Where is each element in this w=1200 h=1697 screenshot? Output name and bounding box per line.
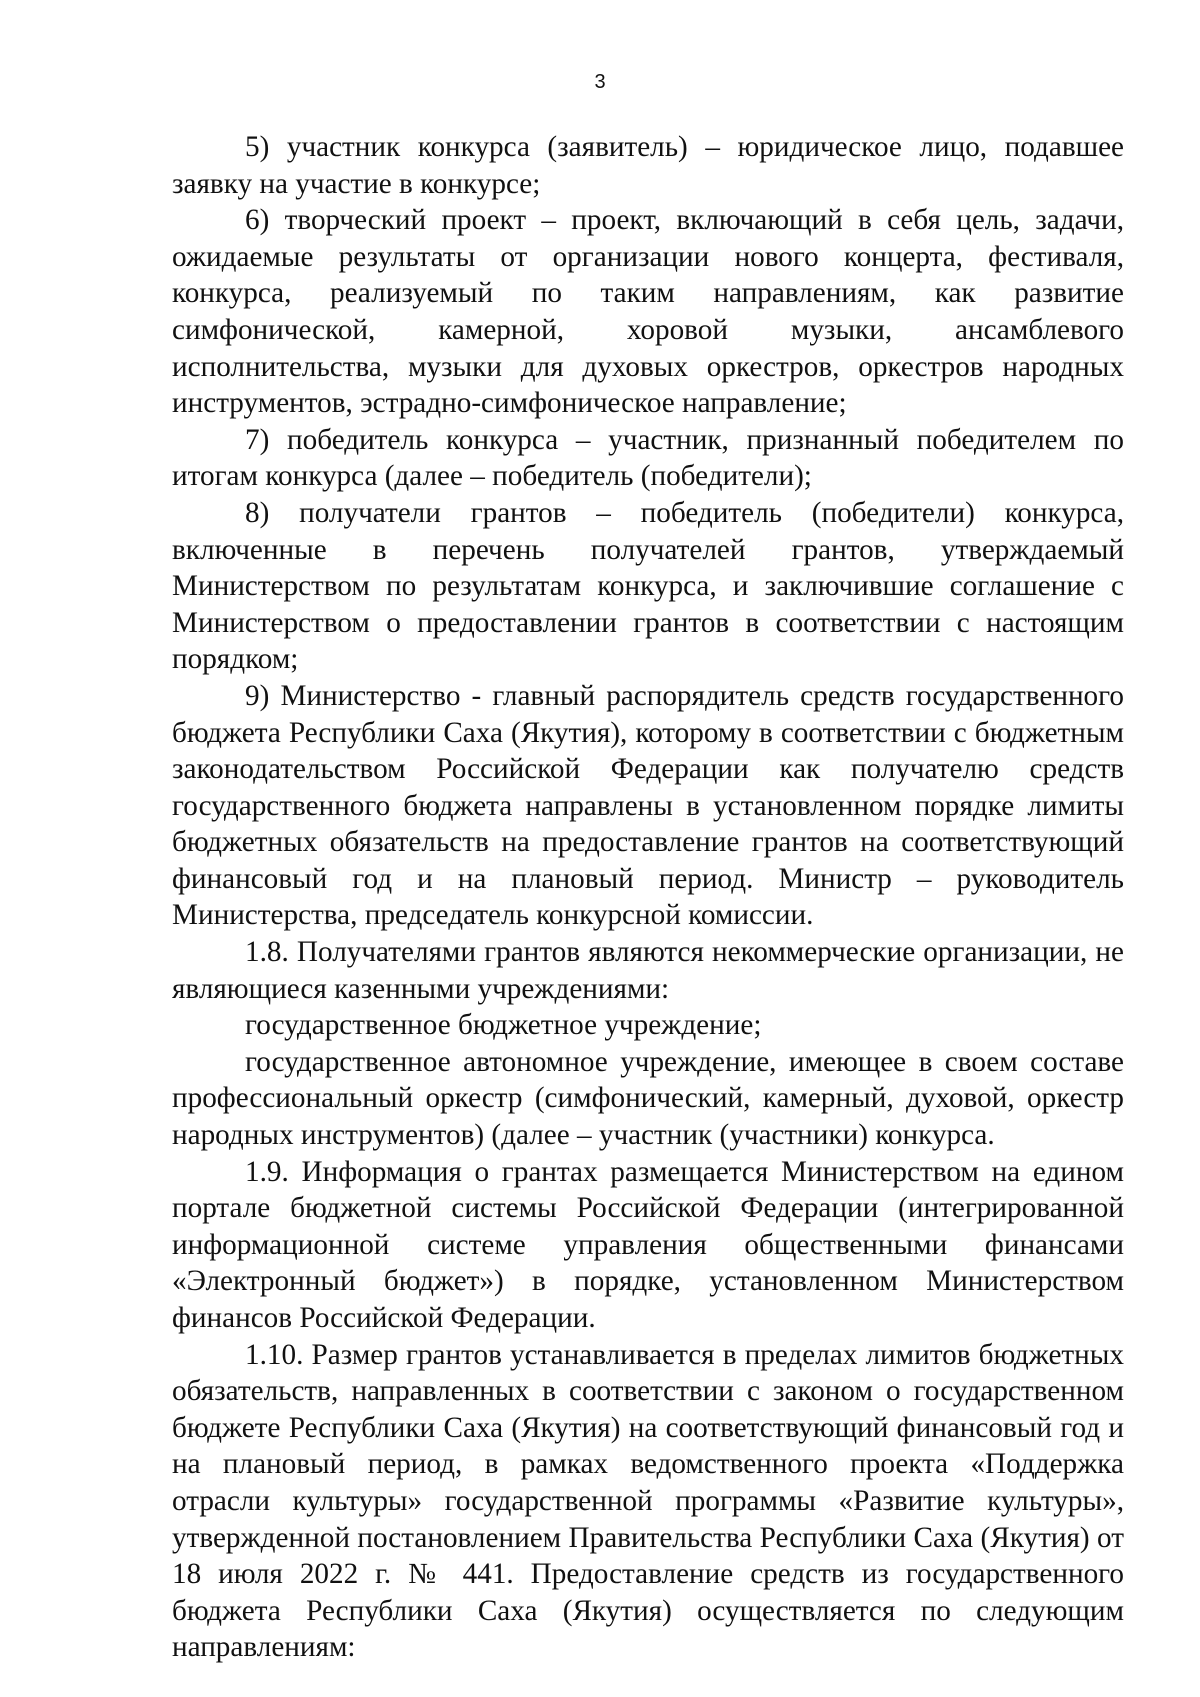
paragraph-1-8: 1.8. Получателями грантов являются некоммерческие организации, не являющиеся казенными учреждениями: <box>172 936 1124 1005</box>
paragraph-item-6: 6) творческий проект – проект, включающий в себя цель, задачи, ожидаемые результаты от организации нового концерта, фестиваля, конкурса, реализуемый по таким направлениям, как развитие симфонической, камерной, хоровой музыки, ансамблевого исполнительства, музыки для духовых оркестров, оркестров народных инструментов, эстрадно-симфоническое направление; <box>172 204 1124 420</box>
paragraph-autonomous-institution: государственное автономное учреждение, имеющее в своем составе профессиональный оркестр (симфонический, камерный, духовой, оркестр народных инструментов) (далее – участник (участники) конкурса. <box>172 1045 1124 1152</box>
page-number: 3 <box>594 71 606 93</box>
paragraph-1-10: 1.10. Размер грантов устанавливается в пределах лимитов бюджетных обязательств, направленных в соответствии с законом о государственном бюджете Республики Саха (Якутия) на соответствующий финансовый год и на плановый период, в рамках ведомственного проекта «Поддержка отрасли культуры» государственной программы «Развитие культуры», утвержденной постановлением Правительства Республики Саха (Якутия) от 18 июля 2022 г. № 441. Предоставление средств из государственного бюджета Республики Саха (Якутия) осуществляется по следующим направлениям: <box>172 1338 1124 1664</box>
paragraph-item-8: 8) получатели грантов – победитель (победители) конкурса, включенные в перечень получателей грантов, утверждаемый Министерством по результатам конкурса, и заключившие соглашение с Министерством о предоставлении грантов в соответствии с настоящим порядком; <box>172 496 1124 676</box>
document-body <box>172 129 1124 1666</box>
paragraph-item-9: 9) Министерство - главный распорядитель средств государственного бюджета Республики Саха (Якутия), которому в соответствии с бюджетным законодательством Российской Федерации как получателю средств государственного бюджета направлены в установленном порядке лимиты бюджетных обязательств на предоставление грантов на соответствующий финансовый год и на плановый период. Министр – руководитель Министерства, председатель конкурсной комиссии. <box>172 679 1124 932</box>
paragraph-item-5: 5) участник конкурса (заявитель) – юридическое лицо, подавшее заявку на участие в конкурсе; <box>172 131 1124 200</box>
paragraph-1-9: 1.9. Информация о грантах размещается Министерством на едином портале бюджетной системы Российской Федерации (интегрированной информационной системе управления общественными финансами «Электронный бюджет») в порядке, установленном Министерством финансов Российской Федерации. <box>172 1155 1124 1334</box>
paragraph-budget-institution: государственное бюджетное учреждение; <box>245 1009 762 1042</box>
paragraph-item-7: 7) победитель конкурса – участник, признанный победителем по итогам конкурса (далее – победитель (победители); <box>172 423 1124 493</box>
